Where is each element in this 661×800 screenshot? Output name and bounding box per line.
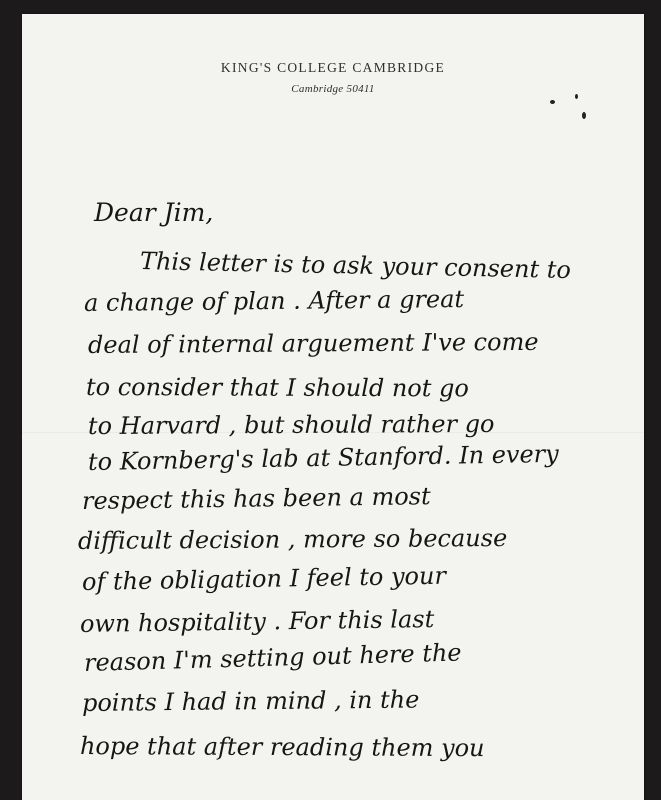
letter-line: respect this has been a most: [81, 482, 431, 515]
letter-line: reason I'm setting out here the: [83, 638, 462, 677]
letterhead-phone: Cambridge 50411: [291, 83, 375, 95]
ink-speck: [582, 112, 586, 119]
letter-line: deal of internal arguement I've come: [87, 327, 539, 359]
letter-page: [22, 14, 644, 800]
letter-line: a change of plan . After a great: [83, 285, 465, 317]
letter-line: difficult decision , more so because: [77, 524, 508, 555]
salutation: Dear Jim,: [94, 198, 214, 227]
letterhead-college: KING'S COLLEGE CAMBRIDGE: [220, 60, 446, 75]
letter-line: hope that after reading them you: [79, 732, 485, 763]
letter-line: This letter is to ask your consent to: [139, 247, 572, 285]
ink-speck: [575, 94, 578, 99]
letterhead: [22, 60, 644, 95]
letter-line: own hospitality . For this last: [79, 605, 435, 638]
letter-line: to Kornberg's lab at Stanford. In every: [87, 439, 559, 476]
letter-line: of the obligation I feel to your: [81, 561, 447, 596]
letter-line: to consider that I should not go: [85, 373, 469, 403]
letter-line: points I had in mind , in the: [81, 685, 420, 717]
letter-line: to Harvard , but should rather go: [87, 409, 495, 440]
ink-speck: [550, 100, 555, 104]
